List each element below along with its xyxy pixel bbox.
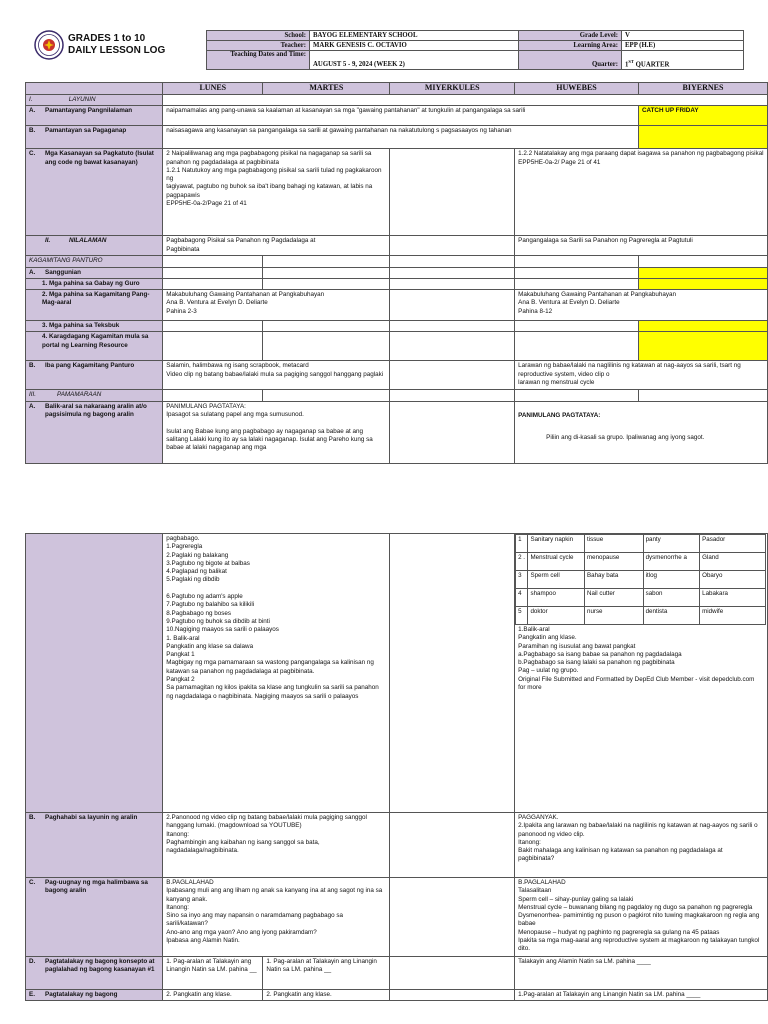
kasanayan-miyerkules bbox=[390, 149, 515, 236]
grid-cell: dysmenorrhe a bbox=[643, 553, 700, 571]
pag-uugnay-huwebes: B.PAGLALAHAD Talasalitaan Sperm cell – sihay-punlay galing sa lalaki Menstrual cycle – buwanang bilang ng pagdaloy ng dugo sa panahon ng pagreregla Dysmenorrhea- pamimintig ng puson o pagkirot nito tuwing magkakaroon ng regla ang babae Menopause – hudyat ng paghinto ng pagreregla sa gulang na 45 pataas Ipakita sa mga mag-aaral ang reproductive system at magkaroon ng talakayan tungkol dito. bbox=[515, 878, 768, 957]
row-paghahabi: B. Paghahabi sa layunin ng aralin bbox=[26, 813, 163, 878]
balik-aral-huwebes: PANIMULANG PAGTATAYA: Piliin ang di-kasali sa grupo. Ipaliwanag ang iyong sagot. bbox=[515, 401, 768, 463]
grid-cell: itlog bbox=[643, 571, 700, 589]
grid-cell: Bahay bata bbox=[585, 571, 644, 589]
pagtatalakay-2-huwebes: 1.Pag-aralan at Talakayin ang Linangin Natin sa LM. pahina ____ bbox=[515, 990, 768, 1001]
grid-cell: Menstrual cycle bbox=[528, 553, 585, 571]
grid-cell: dentista bbox=[643, 607, 700, 625]
row-pag-uugnay: C. Pag-uugnay ng mga halimbawa sa bagong aralin bbox=[26, 878, 163, 957]
grid-row bbox=[516, 553, 766, 571]
kasanayan-lunes: 2 Naipaliliwanag ang mga pagbabagong pisikal na nagaganap sa sarili sa panahon ng pagdadalaga at pagbibinata 1.2.1 Natutukoy ang mga pagbabagong pisikal sa sarili tulad ng pagkakaroon ng tagiyawat, pagtubo ng buhok sa iba't ibang bahagi ng katawan, at labis na pagpapawis EPP5HE-0a-2/Page 21 of 41 bbox=[163, 149, 390, 236]
row-nilalaman: II. NILALAMAN bbox=[26, 236, 163, 256]
kasanayan-huwebes: 1.2.2 Natatalakay ang mga paraang dapat isagawa sa panahon ng pagbabagong pisikal EPP5HE-0a-2/ Page 21 of 41 bbox=[515, 149, 768, 236]
grid-cell: Sperm cell bbox=[528, 571, 585, 589]
lesson-log-table-page2 bbox=[25, 533, 768, 1001]
title-line-1: GRADES 1 to 10 bbox=[68, 33, 146, 44]
area-value: EPP (H.E) bbox=[622, 41, 744, 51]
area-label: Learning Area: bbox=[519, 41, 622, 51]
balik-aral-cont-lunes: pagbabago. 1.Pagreregla 2.Paglaki ng balakang 3.Pagtubo ng bigote at balbas 4.Paglapad ng balikat 5.Paglaki ng dibdib 6.Pagtubo ng adam's apple 7.Pagtubo ng balahibo sa kilikili 8.Pagbabago ng boses 9.Pagtubo ng buhok sa dibdib at binti 10.Nagiging maayos sa sarili o palaayos 1. Balik-aral Pangkatin ang klase sa dalawa Pangkat 1 Magbigay ng mga pamamaraan sa wastong pangangalaga sa kalinisan ng katawan sa panahon ng pagdadalaga at pagbibinata. Pangkat 2 Sa pamamagitan ng kilos ipakita sa klase ang tungkulin sa sarili sa panahon ng nagdadalaga o nagbibinata. Nagiging maayos sa sarili o palaayos bbox=[163, 534, 390, 813]
pagtatalakay-2-martes: 2. Pangkatin ang klase. bbox=[263, 990, 390, 1001]
day-miyerkules: MIYERKULES bbox=[390, 83, 515, 95]
log-title bbox=[68, 33, 165, 57]
pagtatalakay-1-lunes: 1. Pag-aralan at Talakayin ang Linangin Natin sa LM. pahina __ bbox=[163, 957, 263, 990]
row-gabay-ng-guro: 1. Mga pahina sa Gabay ng Guro bbox=[26, 278, 163, 289]
row-teksbuk: 3. Mga pahina sa Teksbuk bbox=[26, 321, 163, 332]
grade-value: V bbox=[622, 31, 744, 41]
grid-cell: tissue bbox=[585, 535, 644, 553]
layunin-row-empty bbox=[163, 95, 768, 106]
grid-cell: Gland bbox=[700, 553, 766, 571]
grid-cell: Pasador bbox=[700, 535, 766, 553]
row-kagamitang-pang-mag-aaral: 2. Mga pahina sa Kagamitang Pang-Mag-aaral bbox=[26, 290, 163, 321]
grid-row-number: 2 . bbox=[516, 553, 528, 571]
grid-cell: Sanitary napkin bbox=[528, 535, 585, 553]
odd-one-out-grid bbox=[515, 534, 766, 625]
quarter-label: Quarter: bbox=[519, 51, 622, 70]
row-iba-pang-kagamitan: B. Iba pang Kagamitang Panturo bbox=[26, 361, 163, 390]
mag-aaral-huwebes: Makabuluhang Gawaing Pantahanan at Pangkabuhayan Ana B. Ventura at Evelyn D. Deliarte Pahina 8-12 bbox=[515, 290, 768, 321]
grid-cell: panty bbox=[643, 535, 700, 553]
grid-row-number: 1 bbox=[516, 535, 528, 553]
iba-kagamitan-lunes: Salamin, halimbawa ng isang scrapbook, metacard Video clip ng batang babae/lalaki mula sa pagiging sanggol hanggang paglaki bbox=[163, 361, 390, 390]
friday-cell-b bbox=[638, 126, 767, 149]
iba-kagamitan-huwebes: Larawan ng babae/lalaki na naglilinis ng katawan at nag-aayos sa sarili, tsart ng reproductive system, video clip o larawan ng menstrual cycle bbox=[515, 361, 768, 390]
grid-cell: midwife bbox=[700, 607, 766, 625]
grid-row bbox=[516, 571, 766, 589]
grade-label: Grade Level: bbox=[519, 31, 622, 41]
grid-row-number: 5 bbox=[516, 607, 528, 625]
section-kagamitang-panturo: KAGAMITANG PANTURO bbox=[26, 256, 163, 267]
grid-cell: doktor bbox=[528, 607, 585, 625]
section-pamamaraan: III. PAMAMARAAN bbox=[26, 390, 163, 401]
row-sanggunian: A. Sanggunian bbox=[26, 267, 163, 278]
paghahabi-huwebes: PAGGANYAK. 2.Ipakita ang larawan ng babae/lalaki na naglilinis ng katawan at nag-aayos ng sarili o panonood ng video clip. Itanong: Bakit mahalaga ang kalinisan ng katawan sa panahon ng pagdadalaga at pagbibinata? bbox=[515, 813, 768, 878]
nilalaman-lunes: Pagbabagong Pisikal sa Panahon ng Pagdadalaga at Pagbibinata bbox=[163, 236, 390, 256]
teacher-value: MARK GENESIS C. OCTAVIO bbox=[310, 41, 519, 51]
lesson-log-table-page1 bbox=[25, 82, 768, 464]
nilalaman-miyerkules bbox=[390, 236, 515, 256]
row-pagtatalakay-1: D. Pagtatalakay ng bagong konsepto at paglalahad ng bagong kasanayan #1 bbox=[26, 957, 163, 990]
grid-row-number: 4 bbox=[516, 589, 528, 607]
grid-row-number: 3 bbox=[516, 571, 528, 589]
grid-cell: Labakara bbox=[700, 589, 766, 607]
catch-up-friday: CATCH UP FRIDAY bbox=[638, 106, 767, 126]
pag-uugnay-lunes: B.PAGLALAHAD Ipabasang muli ang ang liham ng anak sa kanyang ina at ang sagot ng ina sa kanyang anak. Itanong: Sino sa inyo ang may napansin o naramdamang pagbabago sa sarili/katawan? Ano-ano ang mga yaon? Ano ang iyong pakiramdam? Ipabasa ang Alamin Natin. bbox=[163, 878, 390, 957]
row-balik-aral: A. Balik-aral sa nakaraang aralin at/o pagsisimula ng bagong aralin bbox=[26, 401, 163, 463]
pamantayan-pagaganap-text: naisasagawa ang kasanayan sa pangangalaga sa sarili at gawaing pantahanan na nakatutulong s pagsasaayos ng tahanan bbox=[163, 126, 639, 149]
balik-aral-cont-huwebes bbox=[515, 534, 768, 813]
corner-cell bbox=[26, 83, 163, 95]
pamantayang-pangnilalaman-text: naipamamalas ang pang-unawa sa kaalaman at kasanayan sa mga "gawaing pantahanan" at tungkulin at pangangalaga sa sarili bbox=[163, 106, 639, 126]
grid-cell: Obaryo bbox=[700, 571, 766, 589]
row-karagdagang-kagamitan: 4. Karagdagang Kagamitan mula sa portal ng Learning Resource bbox=[26, 332, 163, 361]
school-value: BAYOG ELEMENTARY SCHOOL bbox=[310, 31, 519, 41]
title-line-2: DAILY LESSON LOG bbox=[68, 45, 166, 57]
pagtatalakay-2-lunes: 2. Pangkatin ang klase. bbox=[163, 990, 263, 1001]
quarter-value: 1ST QUARTER bbox=[622, 51, 744, 70]
section-layunin: I. LAYUNIN bbox=[26, 95, 163, 106]
row-pamantayan-pagaganap: B. Pamantayan sa Pagaganap bbox=[26, 126, 163, 149]
grid-row bbox=[516, 535, 766, 553]
dates-value: AUGUST 5 - 9, 2024 (WEEK 2) bbox=[310, 51, 519, 70]
dates-label: Teaching Dates and Time: bbox=[207, 51, 310, 70]
grid-row bbox=[516, 589, 766, 607]
balik-aral-cont-huwebes-text: 1.Balik-aral Pangkatin ang klase. Paramihan ng isusulat ang bawat pangkat a.Pagbabago sa isang babae sa panahon ng pagdadalaga b.Pagbabago sa isang lalaki sa panahon ng pagbibinata Pag – uulat ng grupo. Original File Submitted and Formatted by DepEd Club Member - visit depedclub.com for more bbox=[518, 626, 755, 692]
grid-cell: Nail cutter bbox=[585, 589, 644, 607]
row-kasanayan-pagkatuto: C. Mga Kasanayan sa Pagkatuto (Isulat ang code ng bawat kasanayan) bbox=[26, 149, 163, 236]
day-lunes: LUNES bbox=[163, 83, 263, 95]
pagtatalakay-1-huwebes: Talakayin ang Alamin Natin sa LM. pahina ____ bbox=[515, 957, 768, 990]
pagtatalakay-1-martes: 1. Pag-aralan at Talakayin ang Linangin Natin sa LM. pahina __ bbox=[263, 957, 390, 990]
header-info-table bbox=[206, 30, 744, 70]
day-biyernes: BIYERNES bbox=[638, 83, 767, 95]
school-label: School: bbox=[207, 31, 310, 41]
paghahabi-lunes: 2.Panonood ng video clip ng batang babae/lalaki mula pagiging sanggol hanggang lumaki. (magdownload sa YOUTUBE) Itanong: Paghambingin ang kaibahan ng isang sanggol sa bata, nagdadalaga/nagbibinata. bbox=[163, 813, 390, 878]
day-martes: MARTES bbox=[263, 83, 390, 95]
balik-aral-lunes: PANIMULANG PAGTATAYA: Ipasagot sa sulatang papel ang mga sumusunod. Isulat ang Babae kung ang pagbabago ay nagaganap sa babae at ang salitang Lalaki kung ito ay sa lalaki nagaganap. Isulat ang Pareho kung sa babae at lalaki nagaganap ang mga bbox=[163, 401, 390, 463]
nilalaman-huwebes: Pangangalaga sa Sarili sa Panahon ng Pagreregla at Pagtutuli bbox=[515, 236, 768, 256]
row-pagtatalakay-2: E. Pagtatalakay ng bagong bbox=[26, 990, 163, 1001]
mag-aaral-lunes: Makabuluhang Gawaing Pantahanan at Pangkabuhayan Ana B. Ventura at Evelyn D. Deliarte Pahina 2-3 bbox=[163, 290, 390, 321]
grid-cell: nurse bbox=[585, 607, 644, 625]
row-balik-aral-cont bbox=[26, 534, 163, 813]
row-pamantayang-pangnilalaman: A. Pamantayang Pangnilalaman bbox=[26, 106, 163, 126]
grid-cell: shampoo bbox=[528, 589, 585, 607]
grid-cell: sabon bbox=[643, 589, 700, 607]
deped-seal-logo bbox=[34, 30, 64, 60]
teacher-label: Teacher: bbox=[207, 41, 310, 51]
day-huwebes: HUWEBES bbox=[515, 83, 639, 95]
grid-row bbox=[516, 607, 766, 625]
grid-cell: menopause bbox=[585, 553, 644, 571]
